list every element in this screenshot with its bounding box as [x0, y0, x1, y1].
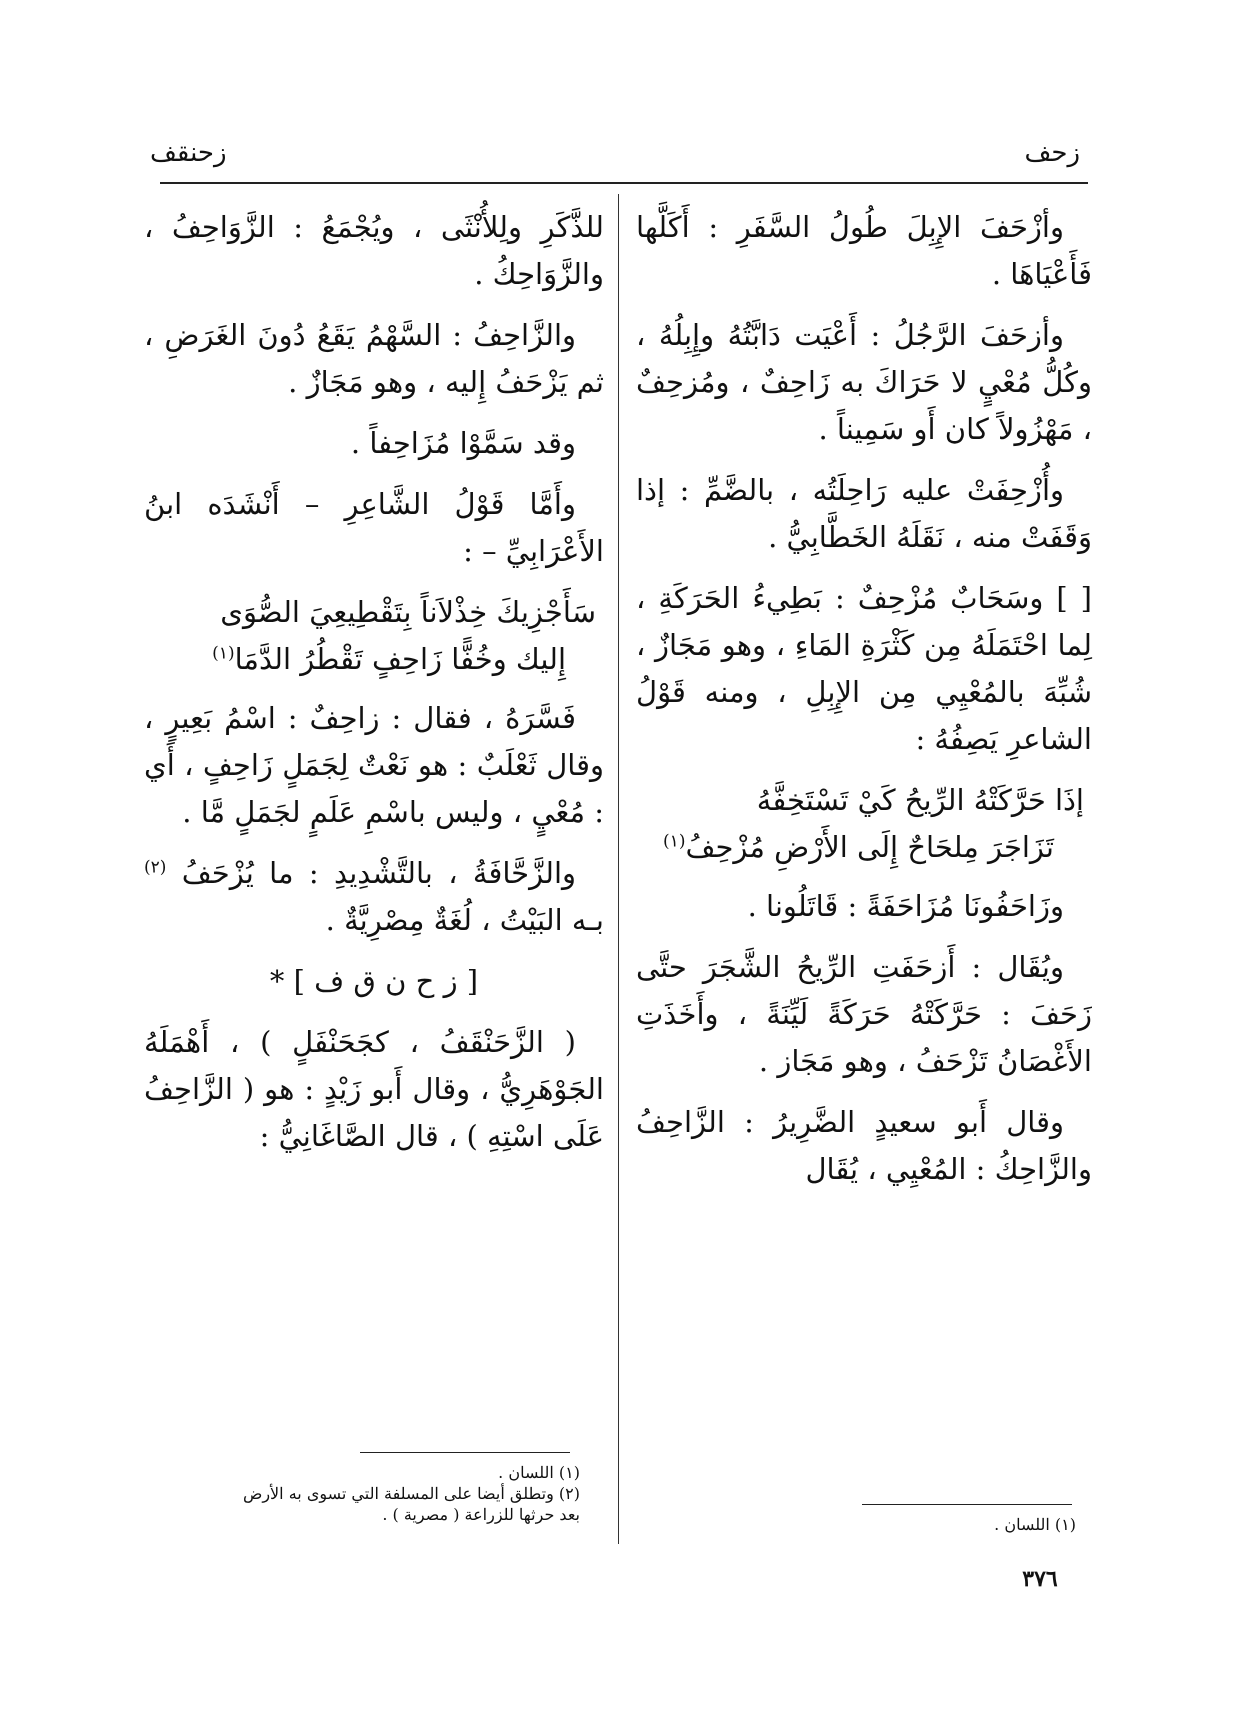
footnote-ref: (٢): [144, 857, 167, 878]
footnotes-left: [226, 1462, 580, 1525]
verse-line: إذَا حَرَّكَتْهُ الرِّيحُ كَيْ تَسْتَخِفَّهُ: [756, 783, 1084, 817]
paragraph: للذَّكَرِ ولِلأُنْثَى ، ويُجْمَعُ : الزَّوَاحِفُ ، والزَّوَاحِكُ .: [144, 210, 604, 291]
right-column: [636, 204, 1092, 1207]
verse: [144, 589, 604, 683]
footnote-rule: [862, 1504, 1072, 1505]
paragraph: وأزْحَفَ الإِبِلَ طُولُ السَّفَرِ : أَكَلَّها فَأَعْيَاهَا .: [636, 210, 1092, 291]
footnotes-right: [836, 1514, 1076, 1535]
paragraph: ( الزَّحَنْقَفُ ، كجَحَنْفَلٍ ) ، أَهْمَلَهُ الجَوْهَرِيُّ ، وقال أَبو زَيْدٍ : هو ( الزَّاحِفُ عَلَى اسْتِهِ ) ، قال الصَّاغَانِيُّ :: [144, 1025, 604, 1153]
paragraph-text: بـه البَيْتُ ، لُغَةٌ مِصْرِيَّةٌ .: [325, 903, 604, 937]
paragraph: وزَاحَفُونَا مُزَاحَفَةً : قَاتَلُونا .: [747, 889, 1064, 923]
paragraph: [144, 850, 604, 944]
paragraph-text: والزَّحَّافَةُ ، بالتَّشْدِيدِ : ما يُزْحَفُ: [181, 856, 577, 890]
header-root-right: زحف: [1024, 138, 1080, 168]
footnote-ref: (١): [212, 643, 235, 664]
footnote: (٢) وتطلق أيضا على المسلفة التي تسوى به الأرض بعد حرثها للزراعة ( مصرية ) .: [242, 1484, 580, 1524]
page-number: ٣٧٦: [1022, 1566, 1058, 1592]
paragraph: وأَمَّا قَوْلُ الشَّاعِرِ – أَنْشَدَه ابنُ الأَعْرَابِيِّ – :: [144, 487, 604, 568]
verse-line-text: تَزَاجَرَ مِلحَاحٌ إِلَى الأَرْضِ مُزْحِفُ: [685, 830, 1054, 864]
paragraph: [ ] وسَحَابٌ مُزْحِفٌ : بَطِيءُ الحَرَكَةِ ، لِما احْتَمَلَهُ مِن كَثْرَةِ المَاءِ ، وهو مَجَازٌ ، شُبِّهَ بالمُعْيِي مِن الإِبِلِ ، ومنه قَوْلُ الشاعرِ يَصِفُهُ :: [636, 581, 1092, 756]
paragraph: ويُقَال : أَزحَفَتِ الرِّيحُ الشَّجَرَ حتَّى زَحَفَ : حَرَّكَتْهُ حَرَكَةً لَيِّنَةً ، وأَخَذَتِ الأَغْصَانُ تَزْحَفُ ، وهو مَجَاز .: [636, 950, 1092, 1078]
verse-line-text: إِليك وخُفًّا زَاحِفٍ تَقْطُرُ الدَّمَا: [234, 642, 566, 676]
paragraph: وقد سَمَّوْا مُزَاحِفاً .: [350, 426, 576, 460]
footnote: (١) اللسان .: [994, 1515, 1076, 1534]
verse-line: سَأَجْزِيكَ خِذْلاَناً بِتَقْطِيعِيَ الصُّوَى: [220, 595, 596, 629]
footnote: (١) اللسان .: [498, 1463, 580, 1482]
entry-heading: [ ز ح ن ق ف ] *: [269, 964, 479, 998]
footnote-rule: [360, 1452, 570, 1453]
paragraph: وأزحَفَ الرَّجُلُ : أَعْيَت دَابَّتُهُ وإِبِلُهُ ، وكُلُّ مُعْيٍ لا حَرَاكَ به زَاحِفٌ ، ومُزحِفٌ ، مَهْزُولاً كان أَو سَمِيناً .: [636, 318, 1092, 446]
paragraph: فَسَّرَهُ ، فقال : زاحِفٌ : اسْمُ بَعِيرٍ ، وقال ثَعْلَبٌ : هو نَعْتٌ لِجَمَلٍ زَاحِفٍ ، أَي : مُعْيٍ ، وليس باسْمِ عَلَمٍ لجَمَلٍ مَّا .: [144, 701, 604, 829]
verse: [636, 777, 1092, 871]
verse-line: [636, 824, 1084, 871]
header-root-left: زحنقف: [150, 138, 227, 168]
paragraph: وأُزْحِفَتْ عليه رَاحِلَتُه ، بالضَّمِّ : إذا وَقَفَتْ منه ، نَقَلَهُ الخَطَّابِيُّ .: [636, 473, 1092, 554]
column-divider: [618, 194, 619, 1544]
header-rule: [160, 182, 1088, 184]
footnote-ref: (١): [663, 831, 686, 852]
verse-line: [144, 636, 596, 683]
paragraph: وقال أَبو سعيدٍ الضَّرِيرُ : الزَّاحِفُ والزَّاحِكُ : المُعْيِي ، يُقَال: [636, 1105, 1092, 1186]
left-column: [144, 204, 604, 1174]
paragraph: والزَّاحِفُ : السَّهْمُ يَقَعُ دُونَ الغَرَضِ ، ثم يَزْحَفُ إِليه ، وهو مَجَازٌ .: [144, 318, 604, 399]
